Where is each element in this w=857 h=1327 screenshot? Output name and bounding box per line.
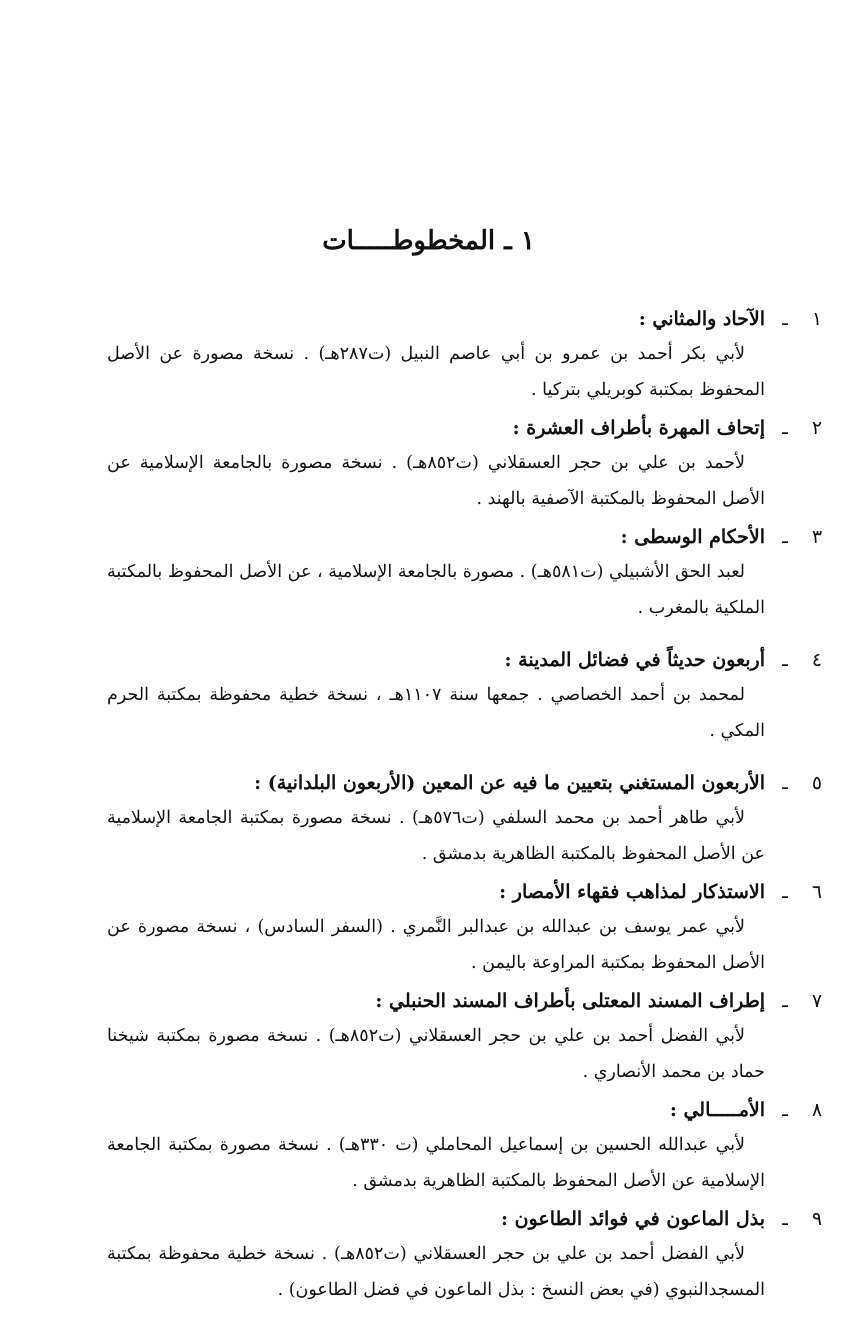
entry-heading [107, 303, 829, 336]
list-item [107, 644, 829, 749]
entry-description: لأبي بكر أحمد بن عمرو بن أبي عاصم النبيل (ت٢٨٧هـ) . نسخة مصورة عن الأصل المحفوظ بمكتبة كوبريلي بتركيا . [107, 344, 765, 400]
entry-dash: ـ [782, 649, 788, 671]
entry-number: ٢ [811, 417, 823, 439]
entry-title: الأحكام الوسطى : [620, 526, 765, 548]
list-item [107, 412, 829, 517]
entry-description: لأبي طاهر أحمد بن محمد السلفي (ت٥٧٦هـ) . نسخة مصورة بمكتبة الجامعة الإسلامية عن الأصل المحفوظ بالمكتبة الظاهرية بدمشق . [107, 808, 765, 864]
entry-heading [107, 1094, 829, 1127]
entry-dash: ـ [782, 526, 788, 548]
list-item [107, 521, 829, 626]
list-item [107, 1203, 829, 1308]
manuscripts-list [107, 303, 829, 1312]
entry-description: لمحمد بن أحمد الخصاصي . جمعها سنة ١١٠٧هـ ، نسخة خطية محفوظة بمكتبة الحرم المكي . [107, 685, 765, 741]
entry-title: أربعون حديثاً في فضائل المدينة : [504, 649, 765, 671]
entry-dash: ـ [782, 417, 788, 439]
entry-dash: ـ [782, 1208, 788, 1230]
entry-title: إطراف المسند المعتلى بأطراف المسند الحنبلي : [375, 990, 765, 1012]
entry-heading [107, 644, 829, 677]
entry-heading [107, 876, 829, 909]
list-item [107, 303, 829, 408]
entry-number: ٩ [811, 1208, 823, 1230]
entry-description: لأبي عمر يوسف بن عبدالله بن عبدالبر النَّمري . (السفر السادس) ، نسخة مصورة عن الأصل المحفوظ بمكتبة المراوعة باليمن . [107, 917, 765, 973]
list-item [107, 985, 829, 1090]
entry-dash: ـ [782, 1099, 788, 1121]
entry-number: ٣ [811, 526, 823, 548]
page-title: ١ ـ المخطوطـــــات [322, 226, 535, 256]
entry-title: الأمـــــالي : [669, 1099, 765, 1121]
entry-description: لعبد الحق الأشبيلي (ت٥٨١هـ) . مصورة بالجامعة الإسلامية ، عن الأصل المحفوظ بالمكتبة الملكية بالمغرب . [107, 562, 765, 618]
entry-description: لأبي عبدالله الحسين بن إسماعيل المحاملي (ت ٣٣٠هـ) . نسخة مصورة بمكتبة الجامعة الإسلامية عن الأصل المحفوظ بالمكتبة الظاهرية بدمشق . [107, 1135, 765, 1191]
entry-heading [107, 521, 829, 554]
entry-description: لأحمد بن علي بن حجر العسقلاني (ت٨٥٢هـ) . نسخة مصورة بالجامعة الإسلامية عن الأصل المحفوظ بالمكتبة الآصفية بالهند . [107, 453, 765, 509]
entry-description: لأبي الفضل أحمد بن علي بن حجر العسقلاني (ت٨٥٢هـ) . نسخة مصورة بمكتبة شيخنا حماد بن محمد الأنصاري . [107, 1026, 765, 1082]
entry-number: ٧ [811, 990, 823, 1012]
entry-dash: ـ [782, 308, 788, 330]
entry-title: بذل الماعون في فوائد الطاعون : [500, 1208, 765, 1230]
list-item [107, 1094, 829, 1199]
entry-description: لأبي الفضل أحمد بن علي بن حجر العسقلاني (ت٨٥٢هـ) . نسخة خطية محفوظة بمكتبة المسجدالنبوي (في بعض النسخ : بذل الماعون في فضل الطاعون) . [107, 1244, 765, 1300]
entry-number: ٨ [811, 1099, 823, 1121]
entry-number: ٤ [811, 649, 823, 671]
entry-heading [107, 767, 829, 800]
entry-title: الآحاد والمثاني : [638, 308, 765, 330]
list-item [107, 876, 829, 981]
entry-number: ١ [811, 308, 823, 330]
entry-heading [107, 412, 829, 445]
entry-title: الاستذكار لمذاهب فقهاء الأمصار : [499, 881, 765, 903]
entry-dash: ـ [782, 881, 788, 903]
entry-dash: ـ [782, 772, 788, 794]
entry-heading [107, 985, 829, 1018]
entry-title: الأربعون المستغني بتعيين ما فيه عن المعين (الأربعون البلدانية) : [254, 772, 765, 794]
entry-number: ٦ [811, 881, 823, 903]
entry-dash: ـ [782, 990, 788, 1012]
entry-number: ٥ [811, 772, 823, 794]
list-item [107, 767, 829, 872]
entry-heading [107, 1203, 829, 1236]
entry-title: إتحاف المهرة بأطراف العشرة : [512, 417, 765, 439]
